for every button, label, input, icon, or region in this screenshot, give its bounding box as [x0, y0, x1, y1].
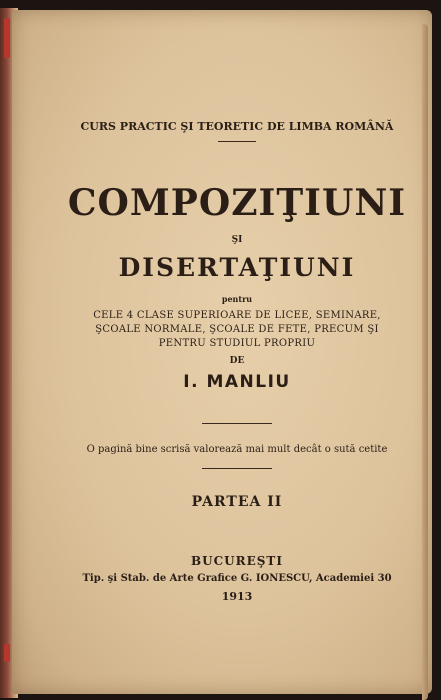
title-conjunction: ŞI	[231, 235, 243, 245]
ornament-rule	[218, 141, 256, 142]
imprint-year: 1913	[221, 590, 253, 603]
audience-line: ŞCOALE NORMALE, ŞCOALE DE FETE, PRECUM ŞI	[95, 324, 379, 335]
imprint-printer: Tip. şi Stab. de Arte Grafice G. IONESCU, Academiei 30	[82, 573, 392, 584]
spine-binding-mark	[4, 18, 10, 58]
divider-rule	[202, 468, 272, 469]
spine-binding-mark	[4, 644, 10, 662]
audience-line: PENTRU STUDIUL PROPRIU	[158, 338, 316, 349]
title-page-content	[42, 10, 432, 694]
by-word: DE	[229, 356, 245, 366]
part-label: PARTEA II	[191, 494, 283, 510]
for-word: pentru	[221, 294, 253, 304]
author-name: I. MANLIU	[183, 372, 291, 392]
motto: O pagină bine scrisă valorează mai mult decât o sută cetite	[86, 444, 388, 455]
imprint-city: BUCUREŞTI	[191, 554, 283, 568]
series-line: CURS PRACTIC ŞI TEORETIC DE LIMBA ROMÂNĂ	[80, 120, 394, 133]
book-title: COMPOZIŢIUNI	[67, 182, 407, 224]
book-subtitle: DISERTAŢIUNI	[118, 253, 356, 282]
audience-line: CELE 4 CLASE SUPERIOARE DE LICEE, SEMINARE,	[93, 310, 381, 321]
divider-rule	[202, 423, 272, 424]
title-page	[12, 10, 432, 694]
